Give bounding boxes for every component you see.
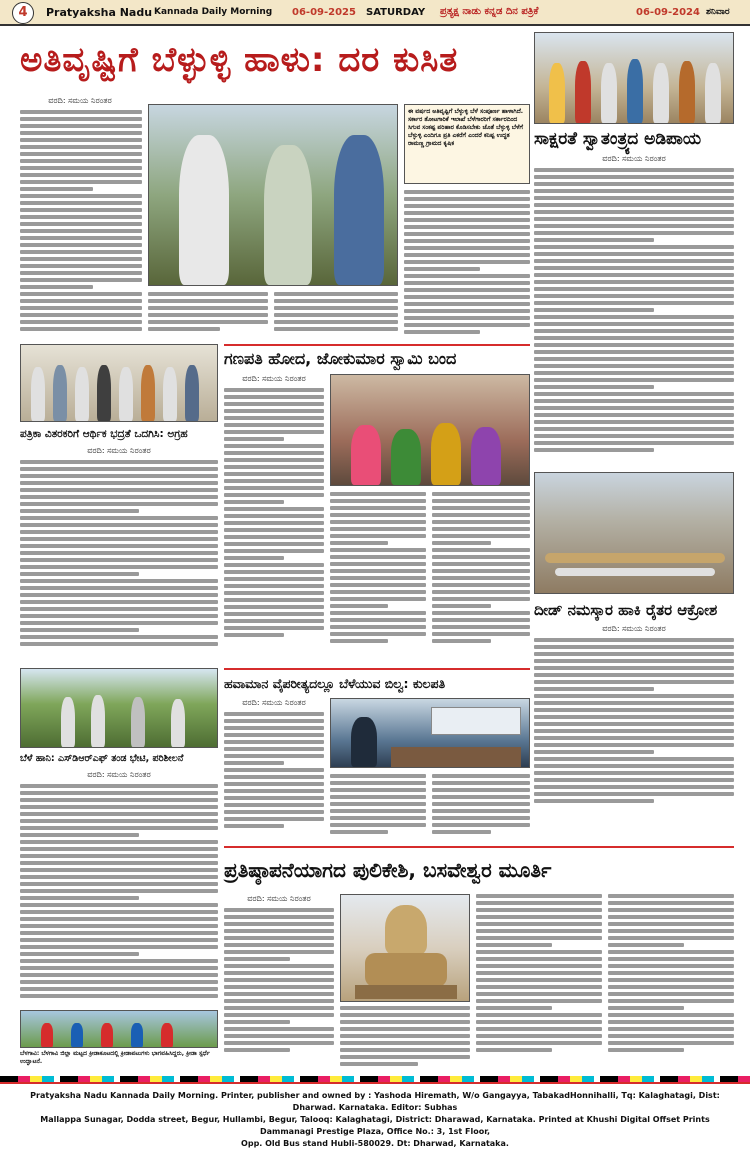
bilva-body-col3: [432, 774, 530, 842]
footer-line-1: Pratyaksha Nadu Kannada Daily Morning. Printer, publisher and owned by : Yashoda Hiremath, W/o Gangayya, TabakadHonnihalli, Tq: Kalaghatagi, Dist: Dharwad. Karnataka. Editor: Subhas: [30, 1091, 720, 1112]
masthead-day-right: ಶನಿವಾರ: [706, 7, 730, 17]
sports-photo: [20, 1010, 218, 1048]
ganapati-photo: [330, 374, 530, 486]
literacy-body: [534, 168, 734, 468]
footer-line-2: Mallappa Sunagar, Dodda street, Begur, Hullambi, Begur, Talooq: Kalaghatagi, District: Dharawad, Karnataka. Printed at Khushi Digital Offset Prints Dammanagi Prestige Plaza, Office No.: 3, 1st Floor,: [40, 1115, 710, 1136]
ganapati-body-col3: [432, 492, 530, 664]
betel-photo: [20, 668, 218, 748]
bilva-photo: [330, 698, 530, 768]
distributors-byline: ವರದಿ: ಸಮಯ ನಿರಂತರ: [87, 446, 151, 455]
statue-body-col1: [224, 908, 334, 1074]
namaskar-body: [534, 638, 734, 818]
masthead-date: 06-09-2025: [292, 7, 356, 18]
footer-line-3: Opp. Old Bus stand Hubli-580029. Dt: Dharwad, Karnataka.: [241, 1139, 509, 1148]
page-number: 4: [12, 2, 34, 24]
namaskar-headline: ದೀಡ್ ನಮಸ್ಕಾರ ಹಾಕಿ ರೈತರ ಆಕ್ರೋಶ: [534, 601, 718, 619]
literacy-byline: ವರದಿ: ಸಮಯ ನಿರಂತರ: [602, 154, 666, 163]
sports-caption: ಬೆಳಗಾವಿ: ಬೆಳಗಾವಿ ಜಿಲ್ಲಾ ಮಟ್ಟದ ಕ್ರೀಡಾಕೂಟದಲ್ಲಿ ಕ್ರೀಡಾಪಟುಗಳು ಭಾಗವಹಿಸಿದ್ದರು, ಕ್ರೀಡಾ ಸ್ಪರ್ಧೆ ಉದ್ಘಾಟನೆ.: [20, 1050, 210, 1065]
literacy-photo: [534, 32, 734, 124]
paper-subtitle: Kannada Daily Morning: [154, 7, 273, 17]
statue-rule: [224, 846, 734, 848]
distributors-body: [20, 460, 218, 660]
literacy-headline: ಸಾಕ್ಷರತೆ ಸ್ವಾತಂತ್ರ್ಯದ ಅಡಿಪಾಯ: [534, 129, 702, 149]
betel-byline: ವರದಿ: ಸಮಯ ನಿರಂತರ: [87, 770, 151, 779]
lead-byline: ವರದಿ: ಸಮಯ ನಿರಂತರ: [48, 96, 112, 105]
masthead: [0, 0, 750, 26]
statue-photo: [340, 894, 470, 1002]
ganapati-headline: ಗಣಪತಿ ಹೋದ, ಜೋಕುಮಾರ ಸ್ವಾಮಿ ಬಂದ: [224, 349, 457, 368]
statue-headline: ಪ್ರತಿಷ್ಠಾಪನೆಯಾಗದ ಪುಲಿಕೇಶಿ, ಬಸವೇಶ್ವರ ಮೂರ್ತಿ: [224, 858, 552, 882]
betel-body: [20, 784, 218, 1004]
distributors-headline: ಪತ್ರಿಕಾ ವಿತರಕರಿಗೆ ಆರ್ಥಿಕ ಭದ್ರತೆ ಒದಗಿಸಿ: ಅಗ್ರಹ: [20, 428, 188, 440]
lead-body-col1: [20, 110, 142, 335]
lead-photo-farmers: [148, 104, 398, 286]
lead-headline: ಅತಿವೃಷ್ಟಿಗೆ ಬೆಳ್ಳುಳ್ಳಿ ಹಾಳು: ದರ ಕುಸಿತ: [20, 40, 459, 80]
masthead-day: SATURDAY: [366, 7, 426, 18]
bilva-rule: [224, 668, 530, 670]
lead-quote-box: ಈ ವರ್ಷದ ಅತಿವೃಷ್ಟಿಗೆ ಬೆಳ್ಳುಳ್ಳಿ ಬೆಳೆ ಸಂಪೂರ್ಣ ಹಾಳಾಗಿದೆ. ಸರ್ಕಾರ ತೋಟಗಾರಿಕೆ ಇಲಾಖೆ ಬೆಳೆಗಾರರಿಗೆ ಸರ್ಕಾರದಿಂದ ಸಿಗುವ ಸಂಕಷ್ಟ ಪರಿಹಾರ ಕೊಡಿಸಬೇಕು ಜೊತೆ ಬೆಳ್ಳುಳ್ಳಿ ಬೆಳೆಗೆ ಬೆಳ್ಳುಳ್ಳಿ ಎಂದಿಗೂ ಪ್ರತಿ ಎಕರೆಗೆ ಎಂದರೆ ಕನಿಷ್ಟ ಉದ್ಧತ ರಾಮಣ್ಣ ಗ್ರಾಮದ ಕೃಷಿಕ: [404, 104, 530, 184]
lead-body-col4: [404, 190, 530, 336]
statue-byline: ವರದಿ: ಸಮಯ ನಿರಂತರ: [247, 894, 311, 903]
namaskar-photo: [534, 472, 734, 594]
ganapati-byline: ವರದಿ: ಸಮಯ ನಿರಂತರ: [242, 374, 306, 383]
bilva-body-col2: [330, 774, 426, 842]
ganapati-body-col1: [224, 388, 324, 664]
distributors-photo: [20, 344, 218, 422]
bilva-body-col1: [224, 712, 324, 842]
namaskar-byline: ವರದಿ: ಸಮಯ ನಿರಂತರ: [602, 624, 666, 633]
paper-name: Pratyaksha Nadu: [46, 6, 153, 19]
statue-body-col2: [340, 1006, 470, 1074]
footer-imprint: [0, 1082, 750, 1148]
statue-body-col4: [608, 894, 734, 1074]
ganapati-body-col2: [330, 492, 426, 664]
bilva-byline: ವರದಿ: ಸಮಯ ನಿರಂತರ: [242, 698, 306, 707]
masthead-kannada-name: ಪ್ರತ್ಯಕ್ಷ ನಾಡು ಕನ್ನಡ ದಿನ ಪತ್ರಿಕೆ: [440, 6, 539, 17]
bilva-headline: ಹವಾಮಾನ ವೈಪರೀತ್ಯದಲ್ಲೂ ಬೆಳೆಯುವ ಬಿಲ್ವ: ಕುಲಪತಿ: [224, 676, 446, 691]
lead-body-col2: [148, 292, 268, 336]
lead-body-col3: [274, 292, 398, 336]
betel-headline: ಬೆಳೆ ಹಾನಿ: ಎಸ್‌ಡಿಆರ್‌ಎಫ್ ತಂಡ ಭೇಟಿ, ಪರಿಶೀಲನೆ: [20, 753, 184, 764]
masthead-date-right: 06-09-2024: [636, 7, 700, 18]
statue-body-col3: [476, 894, 602, 1074]
